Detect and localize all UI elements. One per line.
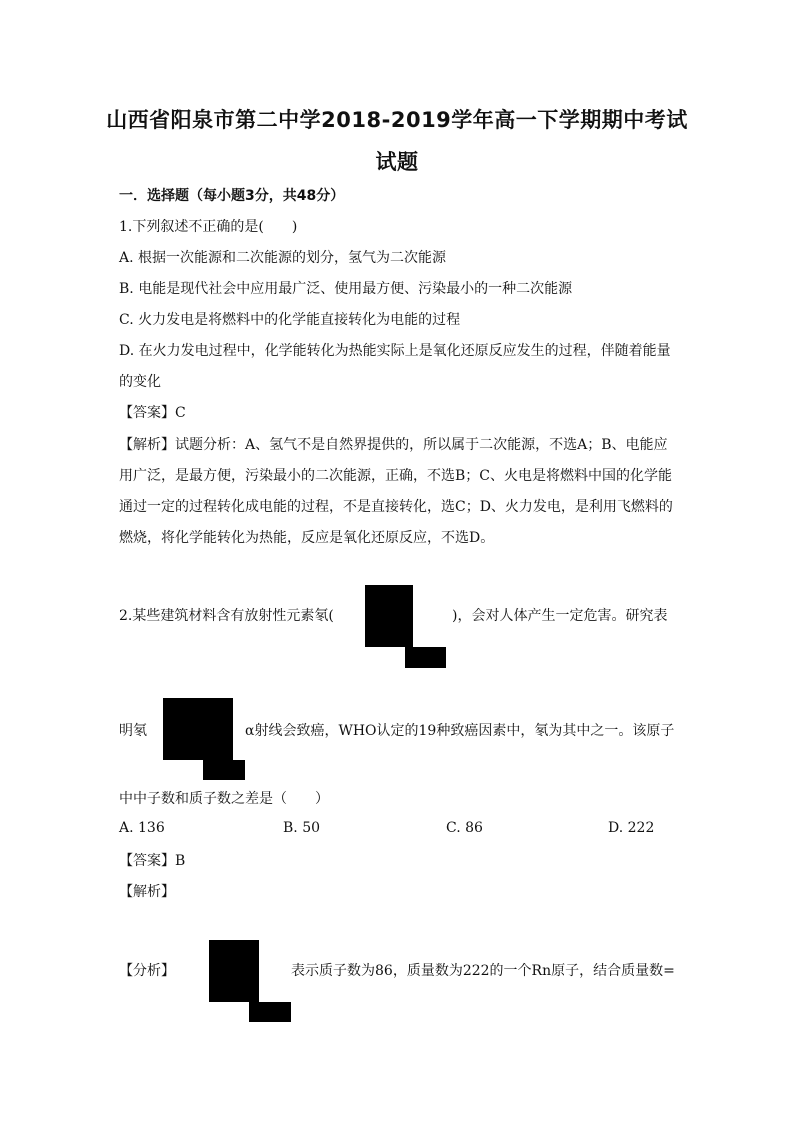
q2-line2-right: α射线会致癌，WHO认定的19种致癌因素中，氡为其中之一。该原子 — [245, 723, 675, 739]
formula-image-block — [163, 698, 233, 760]
q1-option-d-cont: 的变化 — [119, 374, 161, 390]
q1-answer: 【答案】C — [119, 405, 186, 421]
q2-fenxi-text: 表示质子数为86，质量数为222的一个Rn原子，结合质量数= — [291, 963, 675, 979]
q1-option-c: C. 火力发电是将燃料中的化学能直接转化为电能的过程 — [119, 312, 461, 328]
q1-stem: 1.下列叙述不正确的是( ) — [119, 219, 298, 235]
document-title-line1: 山西省阳泉市第二中学2018-2019学年高一下学期期中考试 — [106, 108, 688, 132]
q1-option-d: D. 在火力发电过程中，化学能转化为热能实际上是氧化还原反应发生的过程，伴随着能量 — [119, 343, 671, 359]
q2-option-b: B. 50 — [283, 820, 321, 836]
q2-answer: 【答案】B — [119, 853, 186, 869]
q1-analysis-line: 用广泛，是最方便，污染最小的二次能源，正确，不选B；C、火电是将燃料中国的化学能 — [119, 468, 672, 484]
q2-option-a: A. 136 — [119, 820, 165, 836]
q2-stem-part1: 2.某些建筑材料含有放射性元素氡( — [119, 608, 334, 624]
q2-line2-left: 明氡 — [119, 723, 147, 739]
q2-stem-part2: )，会对人体产生一定危害。研究表 — [452, 608, 668, 624]
formula-image-block — [405, 647, 446, 668]
q1-option-b: B. 电能是现代社会中应用最广泛、使用最方便、污染最小的一种二次能源 — [119, 281, 573, 297]
q1-analysis-line: 通过一定的过程转化成电能的过程，不是直接转化，选C；D、火力发电，是利用飞燃料的 — [119, 499, 673, 515]
q2-line3: 中中子数和质子数之差是（ ） — [119, 791, 329, 807]
formula-image-block — [249, 1002, 291, 1022]
q2-option-c: C. 86 — [446, 820, 483, 836]
q2-option-d: D. 222 — [608, 820, 655, 836]
q2-analysis-label: 【解析】 — [119, 884, 175, 900]
q1-analysis-line: 燃烧，将化学能转化为热能，反应是氧化还原反应，不选D。 — [119, 530, 495, 546]
q1-analysis-line: 【解析】试题分析：A、氢气不是自然界提供的，所以属于二次能源，不选A；B、电能应 — [119, 437, 668, 453]
formula-image-block — [209, 940, 259, 1002]
section-heading: 一．选择题（每小题3分，共48分） — [119, 188, 345, 204]
q2-fenxi-label: 【分析】 — [119, 963, 175, 979]
q1-option-a: A. 根据一次能源和二次能源的划分，氢气为二次能源 — [119, 250, 447, 266]
formula-image-block — [203, 760, 245, 780]
formula-image-block — [365, 585, 413, 647]
document-title-line2: 试题 — [375, 150, 419, 174]
